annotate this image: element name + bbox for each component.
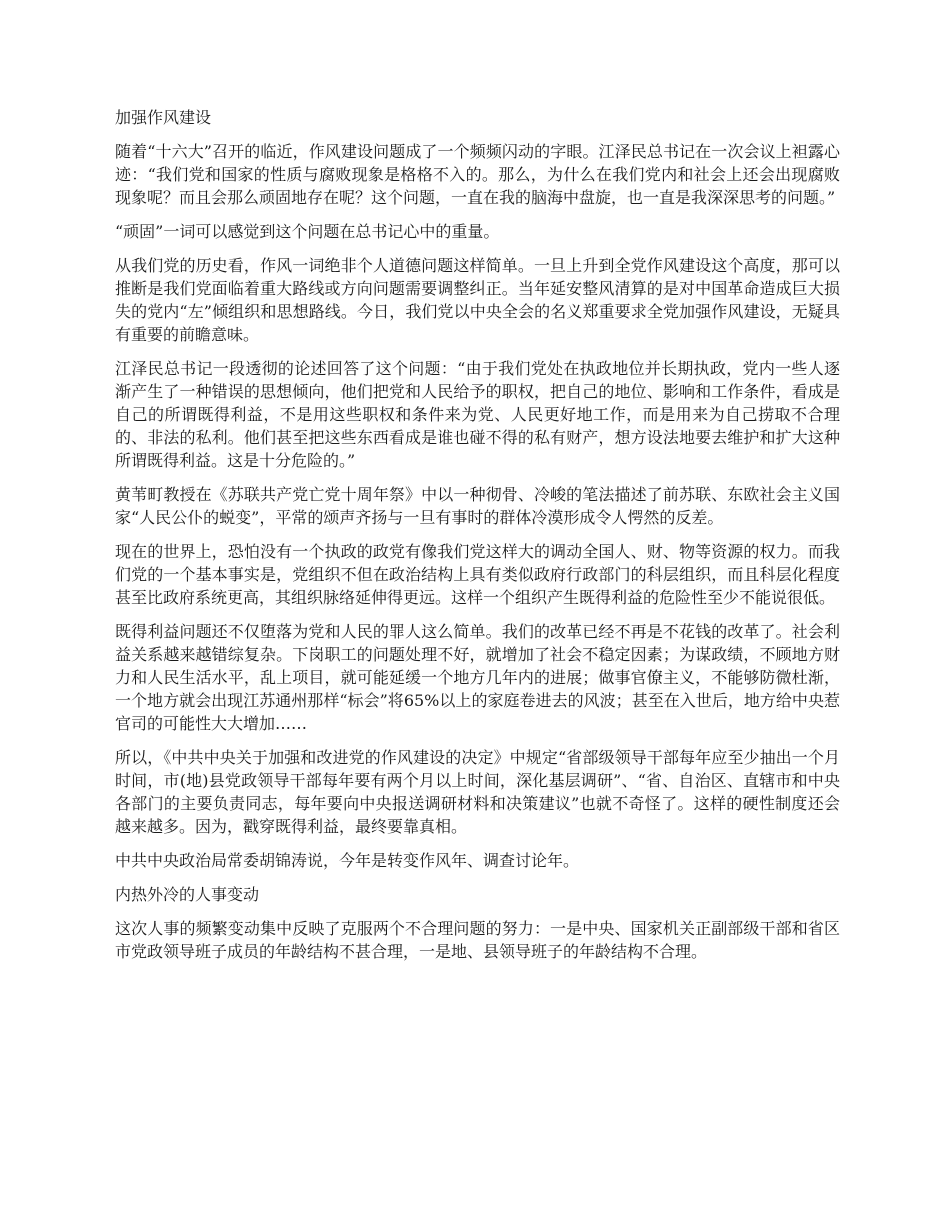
paragraph: 中共中央政治局常委胡锦涛说，今年是转变作风年、调查讨论年。 (115, 851, 580, 870)
paragraph: 既得利益问题还不仅堕落为党和人民的罪人这么简单。我们的改革已经不再是不花钱的改革了。社会利益关系越来越错综复杂。下岗职工的问题处理不好，就增加了社会不稳定因素；为谋政绩，不顾地方财力和人民生活水平，乱上项目，就可能延缓一个地方几年内的进展；做事官僚主义，不能够防微杜渐，一个地方就会出现江苏通州那样“标会”将65%以上的家庭卷进去的风波；甚至在入世后，地方给中央惹官司的可能性大大增加…… (115, 622, 840, 733)
paragraph: 从我们党的历史看，作风一词绝非个人道德问题这样简单。一旦上升到全党作风建设这个高度，那可以推断是我们党面临着重大路线或方向问题需要调整纠正。当年延安整风清算的是对中国革命造成巨大损失的党内“左”倾组织和思想路线。今日，我们党以中央全会的名义郑重要求全党加强作风建设，无疑具有重要的前瞻意味。 (115, 256, 840, 344)
section-heading: 内热外冷的人事变动 (115, 885, 260, 904)
paragraph: 黄苇町教授在《苏联共产党亡党十周年祭》中以一种彻骨、冷峻的笔法描述了前苏联、东欧社会主义国家“人民公仆的蜕变”，平常的颂声齐扬与一旦有事时的群体冷漠形成令人愕然的反差。 (115, 485, 840, 527)
paragraph: 随着“十六大”召开的临近，作风建设问题成了一个频频闪动的字眼。江泽民总书记在一次会议上袒露心迹：“我们党和国家的性质与腐败现象是格格不入的。那么，为什么在我们党内和社会上还会出现腐败现象呢？而且会那么顽固地存在呢？这个问题，一直在我的脑海中盘旋，也一直是我深深思考的问题。” (115, 142, 840, 207)
paragraph: 这次人事的频繁变动集中反映了克服两个不合理问题的努力：一是中央、国家机关正副部级干部和省区市党政领导班子成员的年龄结构不甚合理，一是地、县领导班子的年龄结构不合理。 (115, 919, 840, 961)
document-page (115, 106, 840, 974)
paragraph: 现在的世界上，恐怕没有一个执政的政党有像我们党这样大的调动全国人、财、物等资源的权力。而我们党的一个基本事实是，党组织不但在政治结构上具有类似政府行政部门的科层组织，而且科层化程度甚至比政府系统更高，其组织脉络延伸得更远。这样一个组织产生既得利益的危险性至少不能说很低。 (115, 542, 840, 607)
paragraph: 所以，《中共中央关于加强和改进党的作风建设的决定》中规定“省部级领导干部每年应至少抽出一个月时间，市(地)县党政领导干部每年要有两个月以上时间，深化基层调研”、“省、自治区、直辖市和中央各部门的主要负责同志，每年要向中央报送调研材料和决策建议”也就不奇怪了。这样的硬性制度还会越来越多。因为，戳穿既得利益，最终要靠真相。 (115, 748, 840, 836)
section-heading: 加强作风建设 (115, 108, 212, 127)
paragraph: “顽固”一词可以感觉到这个问题在总书记心中的重量。 (115, 222, 500, 241)
paragraph: 江泽民总书记一段透彻的论述回答了这个问题：“由于我们党处在执政地位并长期执政，党内一些人逐渐产生了一种错误的思想倾向，他们把党和人民给予的职权，把自己的地位、影响和工作条件，看成是自己的所谓既得利益，不是用这些职权和条件来为党、人民更好地工作，而是用来为自己捞取不合理的、非法的私利。他们甚至把这些东西看成是谁也碰不得的私有财产，想方设法地要去维护和扩大这种所谓既得利益。这是十分危险的。” (115, 359, 840, 470)
